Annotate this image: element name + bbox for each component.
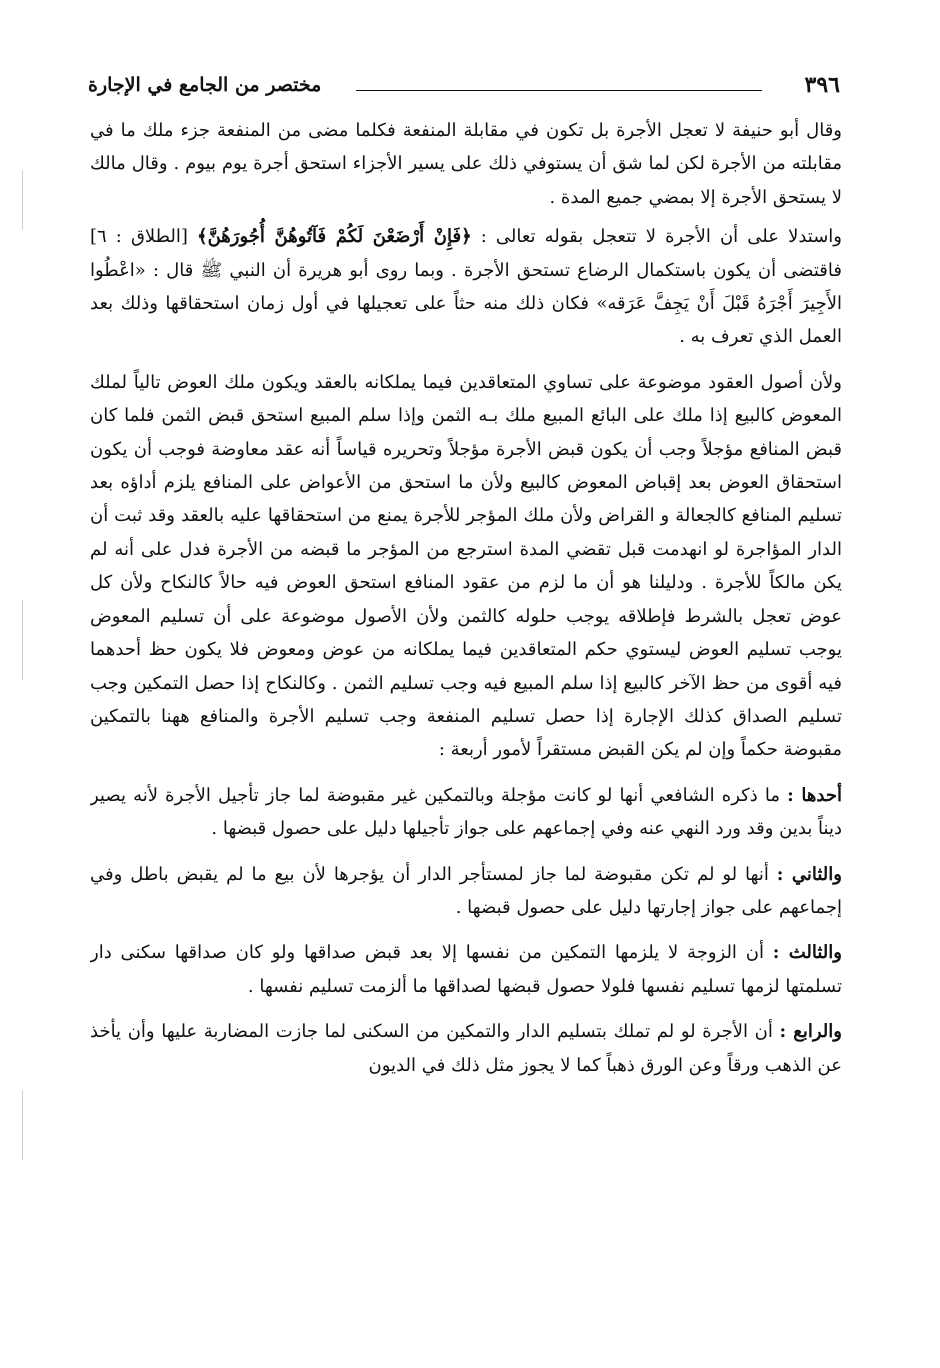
point-label: والثاني : (776, 863, 842, 885)
paragraph-first (90, 779, 842, 846)
paragraph-second (90, 858, 842, 925)
paragraph-text: ولأن أصول العقود موضوعة على تساوي المتعاقدين فيما يملكانه بالعقد ويكون ملك العوض تالياً لملك المعوض كالبيع إذا ملك على البائع المبيع ملك بـه الثمن وإذا سلم المبيع استحق قبض الثمن فلما كان قبض المنافع مؤجلاً وجب أن يكون قبض الأجرة مؤجلاً وتحريره قياساً أنه عقد معاوضة فوجب أن يكون استحقاق العوض بعد إقباض المعوض كالبيع ولأن ما استحق من الأعواض على المنافع يلزم أداؤه بعد تسليم المنافع كالجعالة و القراض ولأن ملك المؤجر للأجرة يمنع من استحقاقها عليه بالعقد وقد ثبت أن الدار المؤاجرة لو انهدمت قبل تقضي المدة استرجع من المؤجر ما قبضه من الأجرة فدل على أنه لم يكن مالكاً للأجرة . ودليلنا هو أن ما لزم من عقود المنافع استحق العوض فيه حالاً كالنكاح ولأن كل عوض تعجل بالشرط فإطلاقه يوجب حلوله كالثمن ولأن الأصول موضوعة على أن تسليم المعوض يوجب تسليم العوض ليستوي حكم المتعاقدين فيما يملكانه من عوض ومعوض فلا يكون حظ أحدهما فيه أقوى من حظ الآخر كالبيع إذا سلم المبيع فيه وجب تسليم الثمن . وكالنكاح إذا حصل التمكين وجب تسليم الصداق كذلك الإجارة إذا حصل تسليم المنفعة وجب تسليم الأجرة والمنافع ههنا بالتمكين مقبوضة حكماً وإن لم يكن القبض مستقراً لأمور أربعة : (90, 371, 842, 761)
paragraph-text: أنها لو لم تكن مقبوضة لما جاز لمستأجر الدار أن يؤجرها لأن بيع ما لم يقبض باطل وفي إجماعهم على جواز إجارتها دليل على حصول قبضها . (90, 863, 842, 918)
quran-verse: ﴿فَإِنْ أَرْضَعْنَ لَكُمْ فَآتُوهُنَّ أُجُورَهُنَّ﴾ (197, 226, 472, 248)
page-number: ٣٩٦ (804, 72, 840, 98)
paragraph-fourth (90, 1015, 842, 1082)
point-label: والرابع : (779, 1021, 842, 1043)
running-title: مختصر من الجامع في الإجارة (88, 74, 322, 96)
paragraph-text: أن الزوجة لا يلزمها التمكين من نفسها إلا بعد قبض صداقها ولو كان صداقها سكنى دار تسلمتها لزمها تسليم نفسها فلولا حصول قبضها لصداقها ما ألزمت تسليم نفسها . (90, 942, 842, 997)
scan-edge-mark (22, 1090, 23, 1160)
paragraph-text: أن الأجرة لو لم تملك بتسليم الدار والتمكين من السكنى لما جازت المضاربة عليها وأن يأخذ عن الذهب ورقاً وعن الورق ذهباً كما لا يجوز مثل ذلك في الديون (90, 1021, 842, 1076)
paragraph-contracts (90, 366, 842, 767)
paragraph-evidence (90, 220, 842, 354)
paragraph-text: ما ذكره الشافعي أنها لو كانت مؤجلة وبالتمكين غير مقبوضة لما جاز تأجيل الأجرة لأنه يصير ديناً بدين وقد ورد النهي عنه وفي إجماعهم على جواز تأجيلها دليل على حصول قبضها . (90, 784, 842, 840)
paragraph-third (90, 936, 842, 1003)
point-label: أحدها : (787, 784, 842, 806)
paragraph-abu-hanifa (90, 114, 842, 214)
page-header (88, 68, 840, 110)
scan-edge-mark (22, 170, 23, 230)
paragraph-text: واستدلا على أن الأجرة لا تتعجل بقوله تعالى : (480, 226, 842, 248)
point-label: والثالث : (772, 942, 842, 964)
paragraph-text: [الطلاق : ٦] فاقتضى أن يكون باستكمال الرضاع تستحق الأجرة . وبما روى أبو هريرة أن النبي ﷺ قال : «اعْطُوا الأَجِيرَ أَجْرَهُ قَبْلَ أَنْ يَجِفَّ عَرَقه» فكان ذلك منه حثاً على تعجيلها في أول زمان استحقاقها وذلك بعد العمل الذي تعرف به . (90, 226, 842, 348)
scan-edge-mark (22, 600, 23, 680)
paragraph-text: وقال أبو حنيفة لا تعجل الأجرة بل تكون في مقابلة المنفعة فكلما مضى من المنفعة جزء ملك ما في مقابلته من الأجرة لكن لما شق أن يستوفي ذلك على يسير الأجزاء استحق أجرة يوم بيوم . وقال مالك لا يستحق الأجرة إلا بمضي جميع المدة . (90, 120, 842, 208)
page-body (90, 114, 842, 1354)
header-rule (356, 90, 762, 91)
